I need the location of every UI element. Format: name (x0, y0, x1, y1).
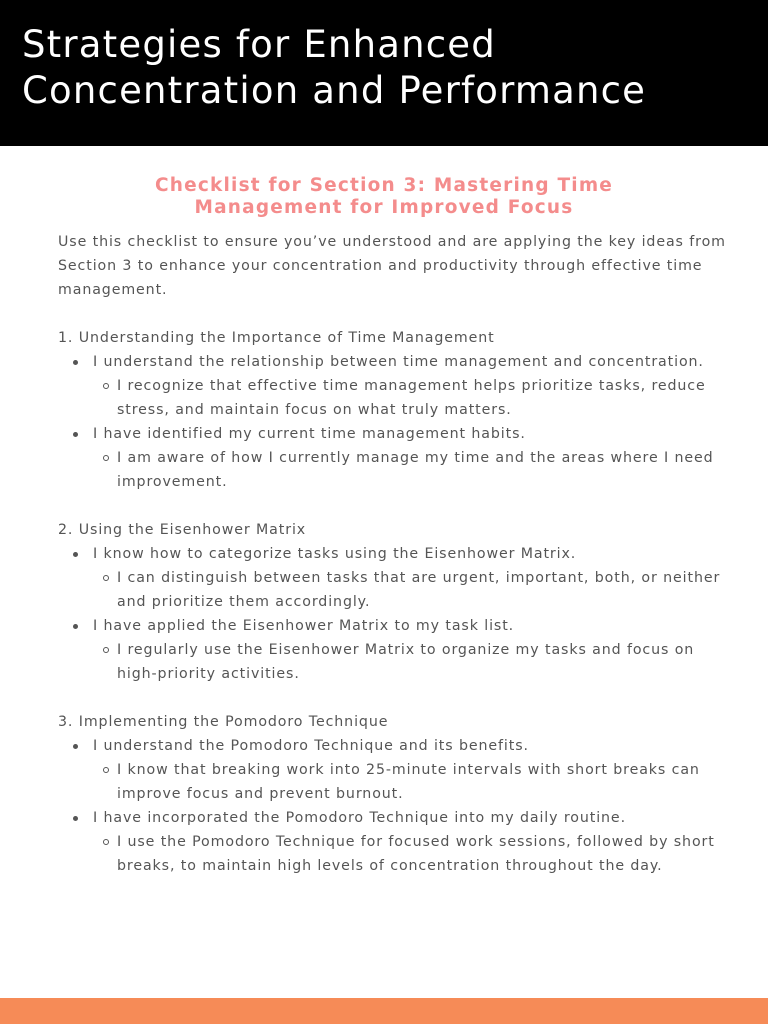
checklist-subitems (87, 758, 726, 806)
checklist-items (58, 734, 726, 878)
checklist-subitem: I can distinguish between tasks that are urgent, important, both, or neither and prioritize them accordingly. (87, 566, 726, 614)
checklist-item (58, 422, 726, 494)
footer-bar (0, 998, 768, 1024)
section-eisenhower-matrix (58, 518, 726, 686)
checklist-item-text: I have applied the Eisenhower Matrix to my task list. (93, 618, 515, 634)
checklist-item-text: I understand the Pomodoro Technique and its benefits. (93, 738, 529, 754)
intro-paragraph: Use this checklist to ensure you’ve understood and are applying the key ideas from Section 3 to enhance your concentration and productivity through effective time management. (58, 234, 726, 298)
checklist-subitem: I am aware of how I currently manage my time and the areas where I need improvement. (87, 446, 726, 494)
checklist-subitem: I recognize that effective time management helps prioritize tasks, reduce stress, and maintain focus on what truly matters. (87, 374, 726, 422)
checklist-item (58, 542, 726, 614)
checklist-item-text: I have incorporated the Pomodoro Technique into my daily routine. (93, 810, 626, 826)
checklist-item-text: I have identified my current time management habits. (93, 426, 526, 442)
checklist-subitem: I use the Pomodoro Technique for focused work sessions, followed by short breaks, to maintain high levels of concentration throughout the day. (87, 830, 726, 878)
page-title-line-2: Concentration and Performance (22, 69, 647, 112)
checklist-content (58, 230, 726, 878)
page-title-line-1: Strategies for Enhanced (22, 23, 496, 66)
section-heading: 3. Implementing the Pomodoro Technique (58, 714, 389, 730)
section-heading: 1. Understanding the Importance of Time Management (58, 330, 495, 346)
header-banner (0, 0, 768, 146)
section-pomodoro-technique (58, 710, 726, 878)
checklist-item (58, 734, 726, 806)
checklist-item-text: I know how to categorize tasks using the Eisenhower Matrix. (93, 546, 577, 562)
subtitle-line-1: Checklist for Section 3: Mastering Time (154, 175, 614, 196)
section-time-management (58, 326, 726, 494)
checklist-subitems (87, 374, 726, 422)
checklist-subtitle (80, 175, 688, 219)
checklist-subitem: I know that breaking work into 25-minute intervals with short breaks can improve focus and prevent burnout. (87, 758, 726, 806)
page-title (22, 22, 752, 114)
checklist-subitems (87, 638, 726, 686)
checklist-item (58, 806, 726, 878)
checklist-items (58, 350, 726, 494)
checklist-subitems (87, 830, 726, 878)
subtitle-line-2: Management for Improved Focus (194, 197, 574, 218)
checklist-item (58, 350, 726, 422)
checklist-item-text: I understand the relationship between time management and concentration. (93, 354, 704, 370)
checklist-items (58, 542, 726, 686)
section-heading: 2. Using the Eisenhower Matrix (58, 522, 307, 538)
checklist-subitem: I regularly use the Eisenhower Matrix to organize my tasks and focus on high-priority activities. (87, 638, 726, 686)
checklist-item (58, 614, 726, 686)
checklist-subitems (87, 446, 726, 494)
checklist-subitems (87, 566, 726, 614)
